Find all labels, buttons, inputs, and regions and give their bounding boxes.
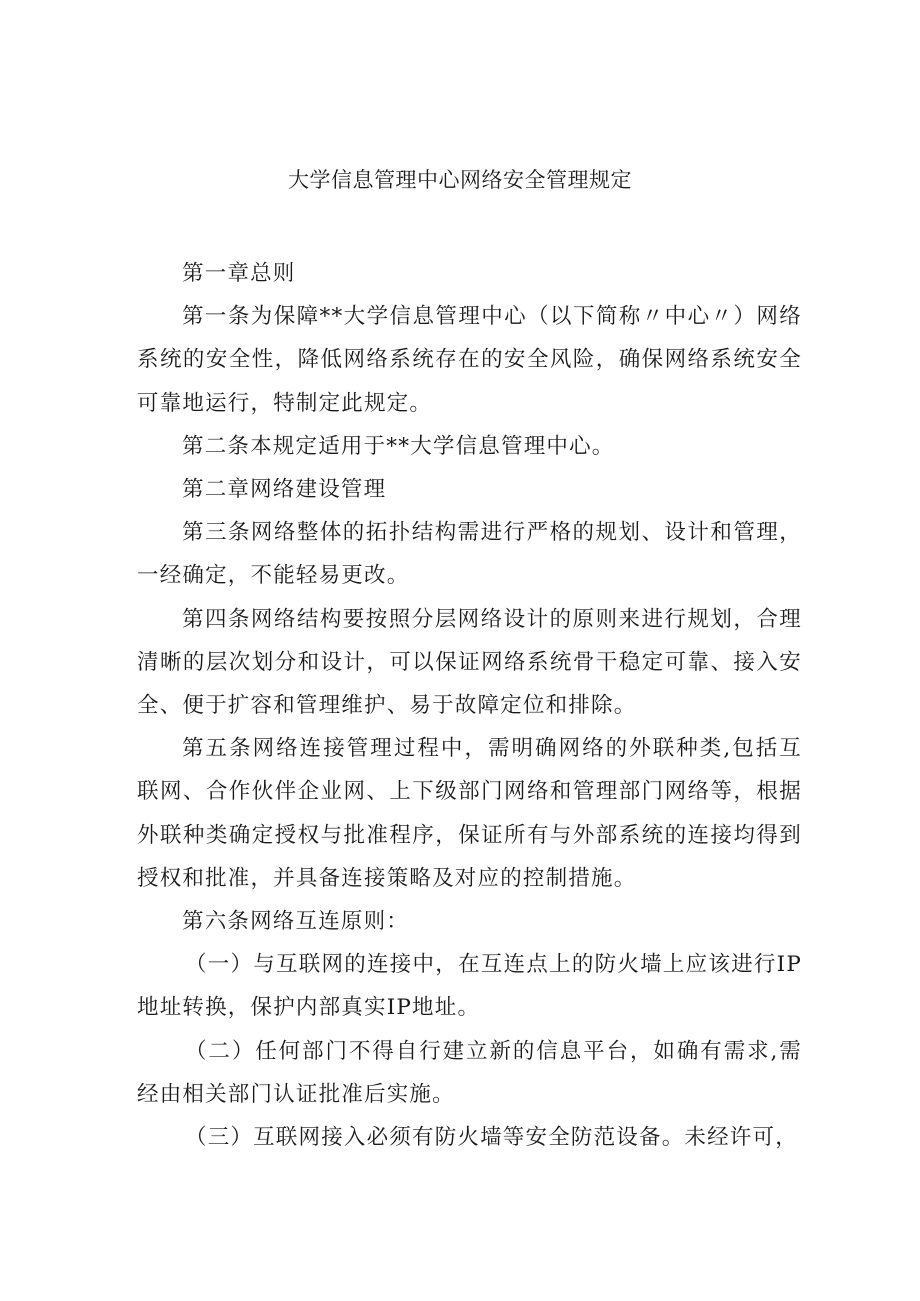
article-paragraph: 第一条为保障**大学信息管理中心（以下简称〃中心〃）网络系统的安全性，降低网络系统存在的安全风险，确保网络系统安全可靠地运行，特制定此规定。: [137, 304, 802, 416]
article-paragraph: 第二条本规定适用于**大学信息管理中心。: [182, 433, 615, 459]
document-title: 大学信息管理中心网络安全管理规定: [288, 168, 632, 192]
article-paragraph: 第四条网络结构要按照分层网络设计的原则来进行规划，合理清晰的层次划分和设计，可以保证网络系统骨干稳定可靠、接入安全、便于扩容和管理维护、易于故障定位和排除。: [137, 606, 802, 719]
list-item: （二）任何部门不得自行建立新的信息平台，如确有需求,需经由相关部门认证批准后实施。: [137, 1038, 802, 1107]
document-body: [137, 252, 802, 1159]
article-paragraph: 第三条网络整体的拓扑结构需进行严格的规划、设计和管理，一经确定，不能轻易更改。: [137, 520, 802, 589]
chapter-heading: 第二章网络建设管理: [182, 477, 387, 503]
list-item: （一）与互联网的连接中，在互连点上的防火墙上应该进行IP地址转换，保护内部真实IP地址。: [137, 952, 802, 1021]
article-paragraph: 第六条网络互连原则：: [182, 909, 410, 935]
article-paragraph: 第五条网络连接管理过程中，需明确网络的外联种类,包括互联网、合作伙伴企业网、上下级部门网络和管理部门网络等，根据外联种类确定授权与批准程序，保证所有与外部系统的连接均得到授权和批准，并具备连接策略及对应的控制措施。: [137, 736, 802, 891]
chapter-heading: 第一章总则: [182, 261, 296, 286]
list-item: （三）互联网接入必须有防火墙等安全防范设备。未经许可，: [185, 1125, 798, 1151]
